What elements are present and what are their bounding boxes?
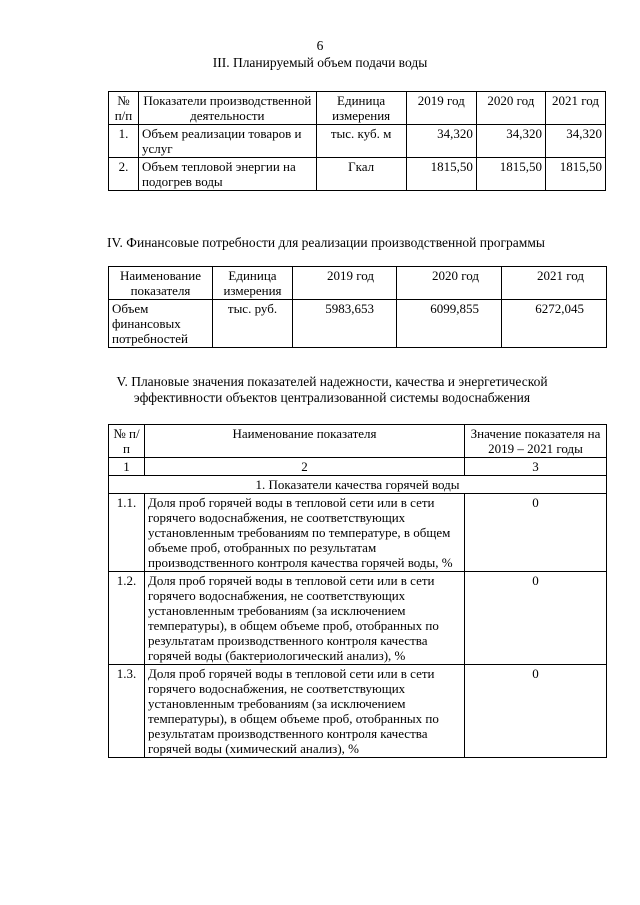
table-cell: Объем финансовых потребностей — [109, 300, 213, 348]
group-title: 1. Показатели качества горячей воды — [109, 476, 607, 494]
header-cell: 2019 год — [406, 92, 476, 125]
table-cell: Объем тепловой энергии на подогрев воды — [138, 158, 316, 191]
table-cell: 0 — [465, 494, 607, 572]
table-cell: тыс. руб. — [213, 300, 293, 348]
header-cell: 2021 год — [502, 267, 607, 300]
header-cell: 2021 год — [546, 92, 606, 125]
header-cell: 2019 год — [293, 267, 397, 300]
table-cell: Доля проб горячей воды в тепловой сети или в сети горячего водоснабжения, не соответствующих установленным требованиям (за исключением температуры), в общем объеме проб, отобранных по результатам производственного контроля качества горячей воды (химический анализ), % — [145, 665, 465, 758]
section5-title-line1: V. Плановые значения показателей надежности, качества и энергетической — [116, 374, 548, 389]
table-header-row — [109, 92, 606, 125]
header-cell: Единица измерения — [213, 267, 293, 300]
table-cell: 1.1. — [109, 494, 145, 572]
planned-volume-table — [108, 91, 606, 191]
table-cell: 5983,653 — [293, 300, 397, 348]
table-cell: 1. — [109, 125, 139, 158]
table-cell: 1815,50 — [476, 158, 545, 191]
table-cell: 2 — [145, 458, 465, 476]
header-cell: № п/п — [109, 92, 139, 125]
table-cell: 1.3. — [109, 665, 145, 758]
section3-title: III. Планируемый объем подачи воды — [212, 55, 428, 70]
table-header-row — [109, 267, 607, 300]
table-cell: 34,320 — [476, 125, 545, 158]
table-header-row — [109, 425, 607, 458]
table-cell: тыс. куб. м — [316, 125, 406, 158]
table-cell: 3 — [465, 458, 607, 476]
header-cell: 2020 год — [397, 267, 502, 300]
table-cell: 34,320 — [406, 125, 476, 158]
section5-title-line2: эффективности объектов централизованной системы водоснабжения — [133, 390, 531, 405]
header-cell: Единица измерения — [316, 92, 406, 125]
section4-title: IV. Финансовые потребности для реализации производственной программы — [107, 235, 545, 250]
page-number: 6 — [316, 38, 324, 53]
table-cell: Гкал — [316, 158, 406, 191]
table-cell: 1815,50 — [546, 158, 606, 191]
header-cell: Значение показателя на 2019 – 2021 годы — [465, 425, 607, 458]
table-cell: Объем реализации товаров и услуг — [138, 125, 316, 158]
table-cell: Доля проб горячей воды в тепловой сети или в сети горячего водоснабжения, не соответствующих установленным требованиям (за исключением температуры), в общем объеме проб, отобранных по результатам производственного контроля качества горячей воды (бактериологический анализ), % — [145, 572, 465, 665]
table-row — [109, 300, 607, 348]
table-cell: 2. — [109, 158, 139, 191]
table-row — [109, 665, 607, 758]
header-cell: Наименование показателя — [109, 267, 213, 300]
header-cell: Показатели производственной деятельности — [138, 92, 316, 125]
table-cell: 0 — [465, 665, 607, 758]
table-cell: 1 — [109, 458, 145, 476]
table-row — [109, 158, 606, 191]
table-cell: 34,320 — [546, 125, 606, 158]
group-row — [109, 476, 607, 494]
table-cell: 1.2. — [109, 572, 145, 665]
table-cell: 0 — [465, 572, 607, 665]
table-cell: 6272,045 — [502, 300, 607, 348]
numbering-row — [109, 458, 607, 476]
table-row — [109, 125, 606, 158]
header-cell: 2020 год — [476, 92, 545, 125]
table-row — [109, 494, 607, 572]
indicators-table — [108, 424, 607, 758]
header-cell: Наименование показателя — [145, 425, 465, 458]
financial-needs-table — [108, 266, 607, 348]
header-cell: № п/п — [109, 425, 145, 458]
table-cell: Доля проб горячей воды в тепловой сети или в сети горячего водоснабжения, не соответствующих установленным требованиям по температуре, в общем объеме проб, отобранных по результатам производственного контроля качества горячей воды, % — [145, 494, 465, 572]
table-cell: 6099,855 — [397, 300, 502, 348]
table-row — [109, 572, 607, 665]
table-cell: 1815,50 — [406, 158, 476, 191]
